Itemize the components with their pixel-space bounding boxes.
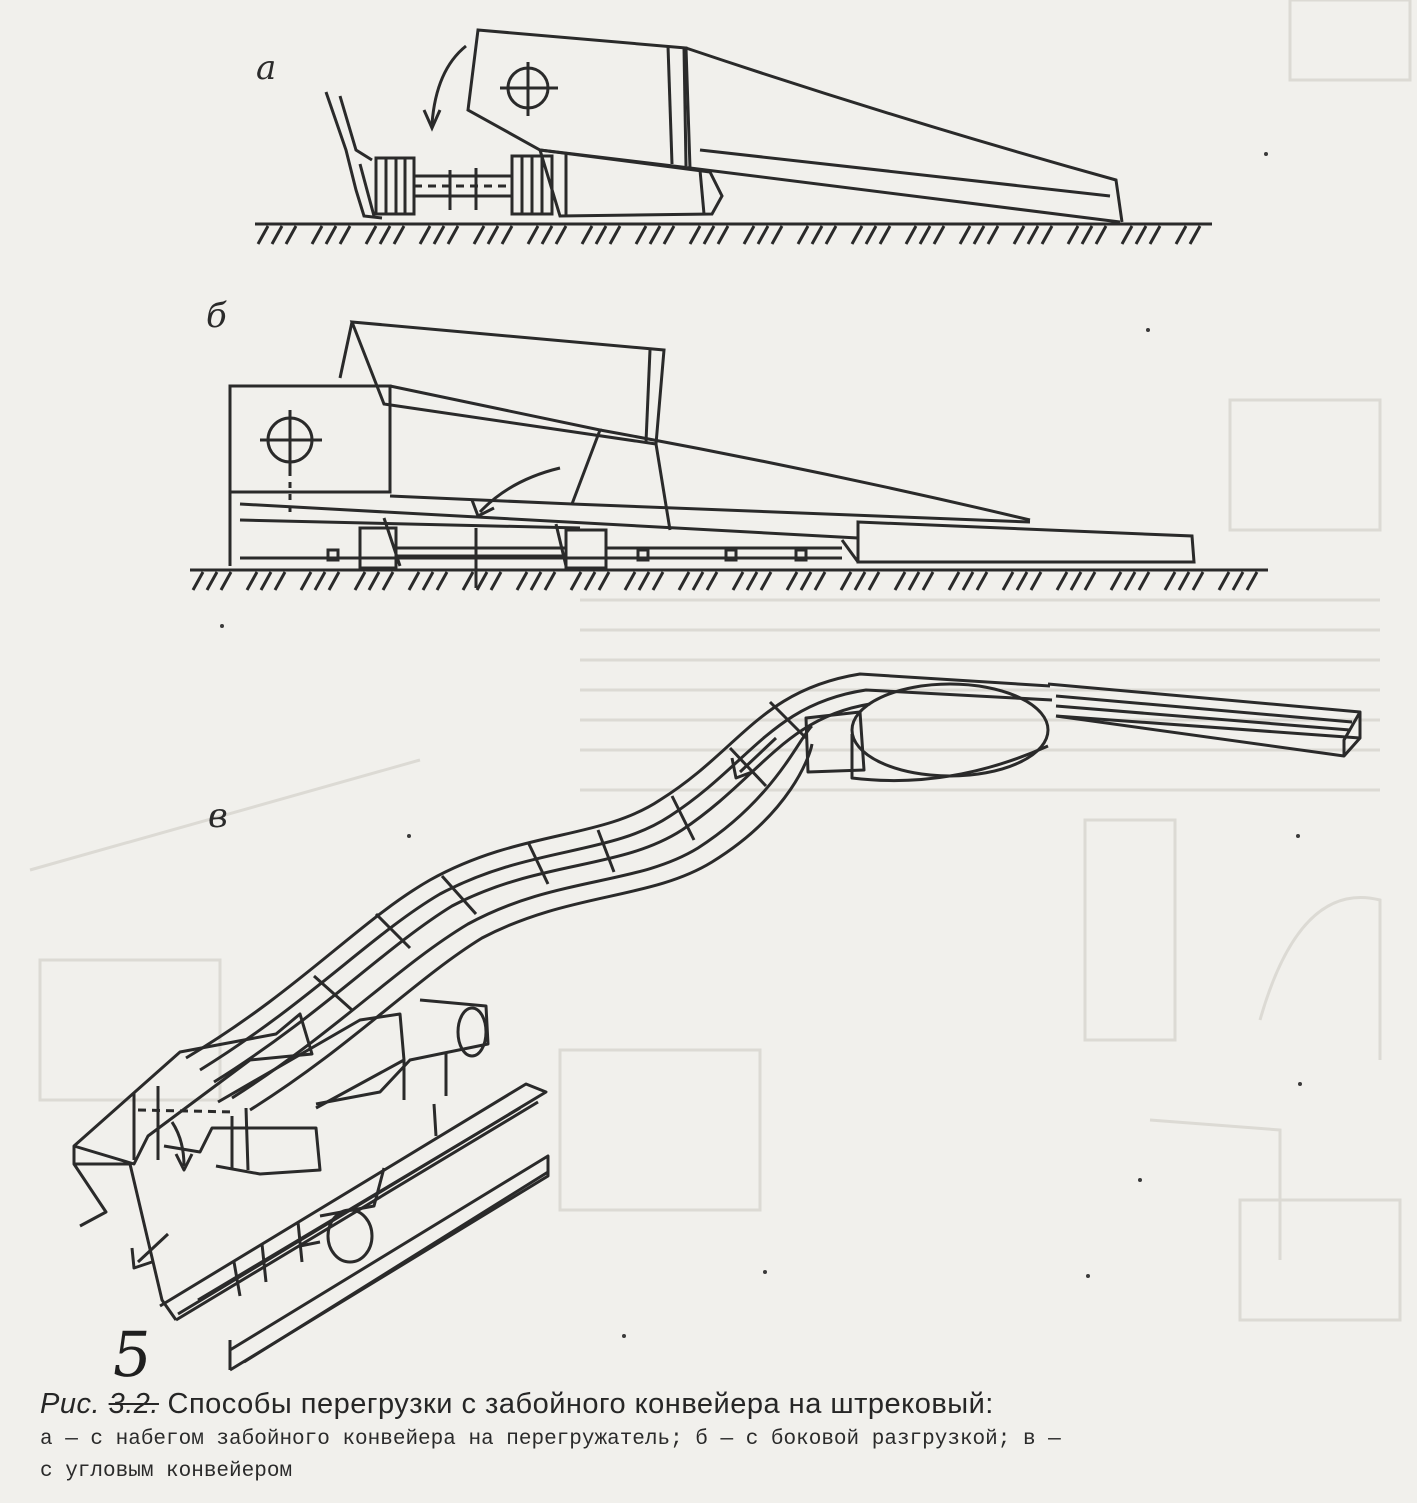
page-number: 5	[106, 1318, 157, 1391]
panel-label-b: б	[206, 296, 227, 336]
panel-b-overloader	[230, 322, 1194, 588]
caption-title: Способы перегрузки с забойного конвейера на штрековый:	[167, 1388, 994, 1420]
panel-b-ground	[190, 570, 1268, 590]
caption-prefix: Рис.	[40, 1388, 101, 1420]
panel-label-a: a	[256, 48, 277, 88]
figure-caption	[40, 1388, 1400, 1485]
caption-figure-number: 3.2.	[108, 1388, 159, 1420]
panel-c-angle-conveyor	[186, 674, 1360, 1110]
panel-a-face-conveyor-end	[326, 46, 722, 218]
caption-legend-line-1: а — с набегом забойного конвейера на перегружатель; б — с боковой разгрузкой; в —	[40, 1428, 1061, 1451]
panel-c-overloader-and-rail	[74, 1000, 548, 1370]
caption-legend-line-2: с угловым конвейером	[40, 1460, 293, 1483]
caption-title-line	[40, 1388, 1400, 1421]
panel-a-ground	[255, 224, 1212, 244]
panel-label-c: в	[208, 796, 228, 836]
